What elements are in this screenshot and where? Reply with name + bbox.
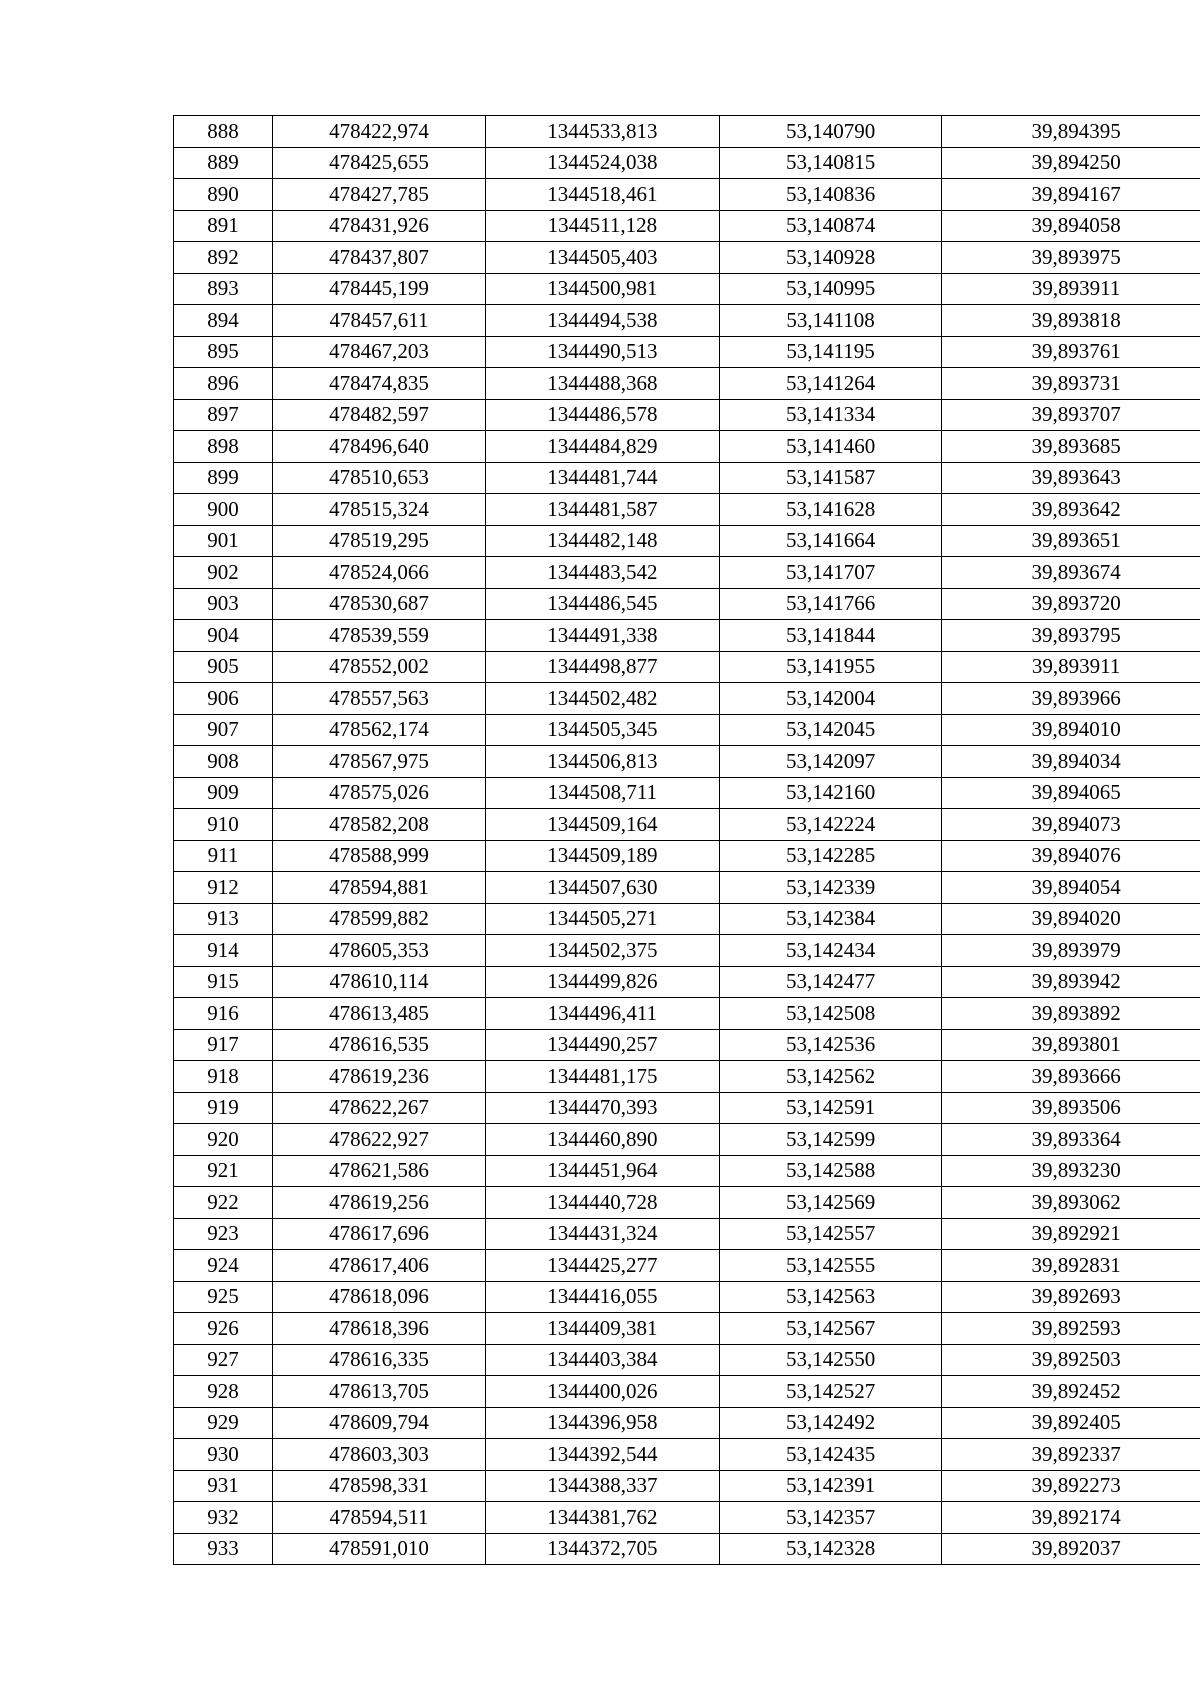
longitude-cell: 39,893966 bbox=[942, 683, 1200, 715]
longitude-cell: 39,892405 bbox=[942, 1407, 1200, 1439]
x-coordinate-cell: 478445,199 bbox=[273, 273, 486, 305]
latitude-cell: 53,141766 bbox=[719, 588, 941, 620]
latitude-cell: 53,140928 bbox=[719, 242, 941, 274]
y-coordinate-cell: 1344499,826 bbox=[485, 966, 719, 998]
latitude-cell: 53,142435 bbox=[719, 1439, 941, 1471]
longitude-cell: 39,893892 bbox=[942, 998, 1200, 1030]
y-coordinate-cell: 1344482,148 bbox=[485, 525, 719, 557]
point-number-cell: 933 bbox=[174, 1533, 273, 1565]
table-row bbox=[174, 840, 1200, 872]
latitude-cell: 53,142567 bbox=[719, 1313, 941, 1345]
x-coordinate-cell: 478617,696 bbox=[273, 1218, 486, 1250]
x-coordinate-cell: 478622,927 bbox=[273, 1124, 486, 1156]
longitude-cell: 39,893761 bbox=[942, 336, 1200, 368]
x-coordinate-cell: 478616,535 bbox=[273, 1029, 486, 1061]
latitude-cell: 53,142563 bbox=[719, 1281, 941, 1313]
longitude-cell: 39,892037 bbox=[942, 1533, 1200, 1565]
table-row bbox=[174, 1407, 1200, 1439]
y-coordinate-cell: 1344481,175 bbox=[485, 1061, 719, 1093]
point-number-cell: 892 bbox=[174, 242, 273, 274]
x-coordinate-cell: 478609,794 bbox=[273, 1407, 486, 1439]
y-coordinate-cell: 1344505,345 bbox=[485, 714, 719, 746]
y-coordinate-cell: 1344381,762 bbox=[485, 1502, 719, 1534]
table-row bbox=[174, 1470, 1200, 1502]
x-coordinate-cell: 478515,324 bbox=[273, 494, 486, 526]
x-coordinate-cell: 478427,785 bbox=[273, 179, 486, 211]
x-coordinate-cell: 478539,559 bbox=[273, 620, 486, 652]
longitude-cell: 39,893364 bbox=[942, 1124, 1200, 1156]
longitude-cell: 39,894010 bbox=[942, 714, 1200, 746]
point-number-cell: 908 bbox=[174, 746, 273, 778]
longitude-cell: 39,893795 bbox=[942, 620, 1200, 652]
table-row bbox=[174, 210, 1200, 242]
x-coordinate-cell: 478622,267 bbox=[273, 1092, 486, 1124]
latitude-cell: 53,142328 bbox=[719, 1533, 941, 1565]
latitude-cell: 53,142339 bbox=[719, 872, 941, 904]
table-row bbox=[174, 903, 1200, 935]
longitude-cell: 39,892831 bbox=[942, 1250, 1200, 1282]
point-number-cell: 931 bbox=[174, 1470, 273, 1502]
table-row bbox=[174, 1533, 1200, 1565]
latitude-cell: 53,142391 bbox=[719, 1470, 941, 1502]
latitude-cell: 53,142224 bbox=[719, 809, 941, 841]
longitude-cell: 39,894073 bbox=[942, 809, 1200, 841]
y-coordinate-cell: 1344507,630 bbox=[485, 872, 719, 904]
y-coordinate-cell: 1344496,411 bbox=[485, 998, 719, 1030]
y-coordinate-cell: 1344524,038 bbox=[485, 147, 719, 179]
longitude-cell: 39,893651 bbox=[942, 525, 1200, 557]
y-coordinate-cell: 1344483,542 bbox=[485, 557, 719, 589]
y-coordinate-cell: 1344425,277 bbox=[485, 1250, 719, 1282]
table-row bbox=[174, 1313, 1200, 1345]
table-row bbox=[174, 966, 1200, 998]
table-row bbox=[174, 305, 1200, 337]
table-row bbox=[174, 777, 1200, 809]
y-coordinate-cell: 1344486,578 bbox=[485, 399, 719, 431]
latitude-cell: 53,142097 bbox=[719, 746, 941, 778]
y-coordinate-cell: 1344400,026 bbox=[485, 1376, 719, 1408]
y-coordinate-cell: 1344505,271 bbox=[485, 903, 719, 935]
point-number-cell: 926 bbox=[174, 1313, 273, 1345]
y-coordinate-cell: 1344403,384 bbox=[485, 1344, 719, 1376]
latitude-cell: 53,140815 bbox=[719, 147, 941, 179]
latitude-cell: 53,142285 bbox=[719, 840, 941, 872]
latitude-cell: 53,141844 bbox=[719, 620, 941, 652]
point-number-cell: 912 bbox=[174, 872, 273, 904]
longitude-cell: 39,892503 bbox=[942, 1344, 1200, 1376]
point-number-cell: 917 bbox=[174, 1029, 273, 1061]
point-number-cell: 889 bbox=[174, 147, 273, 179]
table-row bbox=[174, 935, 1200, 967]
table-row bbox=[174, 1281, 1200, 1313]
longitude-cell: 39,894034 bbox=[942, 746, 1200, 778]
y-coordinate-cell: 1344484,829 bbox=[485, 431, 719, 463]
y-coordinate-cell: 1344509,164 bbox=[485, 809, 719, 841]
latitude-cell: 53,142384 bbox=[719, 903, 941, 935]
point-number-cell: 898 bbox=[174, 431, 273, 463]
y-coordinate-cell: 1344511,128 bbox=[485, 210, 719, 242]
y-coordinate-cell: 1344509,189 bbox=[485, 840, 719, 872]
table-row bbox=[174, 1439, 1200, 1471]
table-row bbox=[174, 620, 1200, 652]
coordinates-table-body bbox=[174, 116, 1200, 1565]
point-number-cell: 928 bbox=[174, 1376, 273, 1408]
longitude-cell: 39,893674 bbox=[942, 557, 1200, 589]
latitude-cell: 53,142569 bbox=[719, 1187, 941, 1219]
point-number-cell: 922 bbox=[174, 1187, 273, 1219]
x-coordinate-cell: 478530,687 bbox=[273, 588, 486, 620]
y-coordinate-cell: 1344460,890 bbox=[485, 1124, 719, 1156]
x-coordinate-cell: 478618,396 bbox=[273, 1313, 486, 1345]
longitude-cell: 39,893801 bbox=[942, 1029, 1200, 1061]
table-row bbox=[174, 1218, 1200, 1250]
table-row bbox=[174, 116, 1200, 148]
point-number-cell: 894 bbox=[174, 305, 273, 337]
latitude-cell: 53,142550 bbox=[719, 1344, 941, 1376]
y-coordinate-cell: 1344409,381 bbox=[485, 1313, 719, 1345]
y-coordinate-cell: 1344490,257 bbox=[485, 1029, 719, 1061]
point-number-cell: 914 bbox=[174, 935, 273, 967]
point-number-cell: 896 bbox=[174, 368, 273, 400]
x-coordinate-cell: 478594,881 bbox=[273, 872, 486, 904]
point-number-cell: 918 bbox=[174, 1061, 273, 1093]
point-number-cell: 893 bbox=[174, 273, 273, 305]
latitude-cell: 53,141587 bbox=[719, 462, 941, 494]
y-coordinate-cell: 1344440,728 bbox=[485, 1187, 719, 1219]
latitude-cell: 53,141460 bbox=[719, 431, 941, 463]
coordinates-table bbox=[173, 115, 1200, 1565]
latitude-cell: 53,140790 bbox=[719, 116, 941, 148]
table-row bbox=[174, 336, 1200, 368]
longitude-cell: 39,893685 bbox=[942, 431, 1200, 463]
table-row bbox=[174, 998, 1200, 1030]
x-coordinate-cell: 478496,640 bbox=[273, 431, 486, 463]
longitude-cell: 39,893707 bbox=[942, 399, 1200, 431]
x-coordinate-cell: 478605,353 bbox=[273, 935, 486, 967]
latitude-cell: 53,142536 bbox=[719, 1029, 941, 1061]
point-number-cell: 915 bbox=[174, 966, 273, 998]
longitude-cell: 39,893911 bbox=[942, 651, 1200, 683]
point-number-cell: 927 bbox=[174, 1344, 273, 1376]
x-coordinate-cell: 478575,026 bbox=[273, 777, 486, 809]
table-row bbox=[174, 1061, 1200, 1093]
point-number-cell: 910 bbox=[174, 809, 273, 841]
latitude-cell: 53,142004 bbox=[719, 683, 941, 715]
latitude-cell: 53,141628 bbox=[719, 494, 941, 526]
table-row bbox=[174, 651, 1200, 683]
x-coordinate-cell: 478594,511 bbox=[273, 1502, 486, 1534]
table-row bbox=[174, 1092, 1200, 1124]
longitude-cell: 39,893720 bbox=[942, 588, 1200, 620]
x-coordinate-cell: 478510,653 bbox=[273, 462, 486, 494]
longitude-cell: 39,893643 bbox=[942, 462, 1200, 494]
table-row bbox=[174, 746, 1200, 778]
point-number-cell: 930 bbox=[174, 1439, 273, 1471]
longitude-cell: 39,894054 bbox=[942, 872, 1200, 904]
point-number-cell: 920 bbox=[174, 1124, 273, 1156]
latitude-cell: 53,141955 bbox=[719, 651, 941, 683]
y-coordinate-cell: 1344505,403 bbox=[485, 242, 719, 274]
point-number-cell: 929 bbox=[174, 1407, 273, 1439]
longitude-cell: 39,892593 bbox=[942, 1313, 1200, 1345]
x-coordinate-cell: 478467,203 bbox=[273, 336, 486, 368]
latitude-cell: 53,142492 bbox=[719, 1407, 941, 1439]
latitude-cell: 53,142562 bbox=[719, 1061, 941, 1093]
point-number-cell: 900 bbox=[174, 494, 273, 526]
y-coordinate-cell: 1344416,055 bbox=[485, 1281, 719, 1313]
longitude-cell: 39,893818 bbox=[942, 305, 1200, 337]
x-coordinate-cell: 478457,611 bbox=[273, 305, 486, 337]
table-row bbox=[174, 588, 1200, 620]
y-coordinate-cell: 1344491,338 bbox=[485, 620, 719, 652]
x-coordinate-cell: 478616,335 bbox=[273, 1344, 486, 1376]
table-row bbox=[174, 147, 1200, 179]
latitude-cell: 53,142508 bbox=[719, 998, 941, 1030]
x-coordinate-cell: 478425,655 bbox=[273, 147, 486, 179]
latitude-cell: 53,141707 bbox=[719, 557, 941, 589]
x-coordinate-cell: 478617,406 bbox=[273, 1250, 486, 1282]
latitude-cell: 53,141264 bbox=[719, 368, 941, 400]
longitude-cell: 39,892452 bbox=[942, 1376, 1200, 1408]
table-row bbox=[174, 1124, 1200, 1156]
y-coordinate-cell: 1344431,324 bbox=[485, 1218, 719, 1250]
y-coordinate-cell: 1344502,375 bbox=[485, 935, 719, 967]
longitude-cell: 39,894250 bbox=[942, 147, 1200, 179]
y-coordinate-cell: 1344490,513 bbox=[485, 336, 719, 368]
longitude-cell: 39,893506 bbox=[942, 1092, 1200, 1124]
y-coordinate-cell: 1344481,587 bbox=[485, 494, 719, 526]
longitude-cell: 39,893979 bbox=[942, 935, 1200, 967]
table-row bbox=[174, 1344, 1200, 1376]
latitude-cell: 53,140874 bbox=[719, 210, 941, 242]
point-number-cell: 903 bbox=[174, 588, 273, 620]
latitude-cell: 53,142477 bbox=[719, 966, 941, 998]
latitude-cell: 53,142555 bbox=[719, 1250, 941, 1282]
point-number-cell: 925 bbox=[174, 1281, 273, 1313]
y-coordinate-cell: 1344486,545 bbox=[485, 588, 719, 620]
x-coordinate-cell: 478613,485 bbox=[273, 998, 486, 1030]
x-coordinate-cell: 478588,999 bbox=[273, 840, 486, 872]
table-row bbox=[174, 273, 1200, 305]
point-number-cell: 899 bbox=[174, 462, 273, 494]
table-row bbox=[174, 1502, 1200, 1534]
y-coordinate-cell: 1344451,964 bbox=[485, 1155, 719, 1187]
x-coordinate-cell: 478524,066 bbox=[273, 557, 486, 589]
point-number-cell: 913 bbox=[174, 903, 273, 935]
point-number-cell: 901 bbox=[174, 525, 273, 557]
x-coordinate-cell: 478603,303 bbox=[273, 1439, 486, 1471]
point-number-cell: 911 bbox=[174, 840, 273, 872]
table-row bbox=[174, 179, 1200, 211]
table-row bbox=[174, 494, 1200, 526]
latitude-cell: 53,142588 bbox=[719, 1155, 941, 1187]
latitude-cell: 53,142527 bbox=[719, 1376, 941, 1408]
table-row bbox=[174, 557, 1200, 589]
longitude-cell: 39,892693 bbox=[942, 1281, 1200, 1313]
y-coordinate-cell: 1344502,482 bbox=[485, 683, 719, 715]
x-coordinate-cell: 478619,256 bbox=[273, 1187, 486, 1219]
x-coordinate-cell: 478582,208 bbox=[273, 809, 486, 841]
table-row bbox=[174, 1187, 1200, 1219]
table-row bbox=[174, 462, 1200, 494]
longitude-cell: 39,893642 bbox=[942, 494, 1200, 526]
x-coordinate-cell: 478552,002 bbox=[273, 651, 486, 683]
longitude-cell: 39,892921 bbox=[942, 1218, 1200, 1250]
table-row bbox=[174, 525, 1200, 557]
y-coordinate-cell: 1344498,877 bbox=[485, 651, 719, 683]
point-number-cell: 916 bbox=[174, 998, 273, 1030]
table-row bbox=[174, 242, 1200, 274]
table-row bbox=[174, 1155, 1200, 1187]
table-row bbox=[174, 1029, 1200, 1061]
x-coordinate-cell: 478519,295 bbox=[273, 525, 486, 557]
longitude-cell: 39,894020 bbox=[942, 903, 1200, 935]
latitude-cell: 53,142591 bbox=[719, 1092, 941, 1124]
latitude-cell: 53,142434 bbox=[719, 935, 941, 967]
point-number-cell: 897 bbox=[174, 399, 273, 431]
y-coordinate-cell: 1344470,393 bbox=[485, 1092, 719, 1124]
x-coordinate-cell: 478621,586 bbox=[273, 1155, 486, 1187]
x-coordinate-cell: 478599,882 bbox=[273, 903, 486, 935]
point-number-cell: 890 bbox=[174, 179, 273, 211]
latitude-cell: 53,142045 bbox=[719, 714, 941, 746]
latitude-cell: 53,140995 bbox=[719, 273, 941, 305]
x-coordinate-cell: 478591,010 bbox=[273, 1533, 486, 1565]
point-number-cell: 924 bbox=[174, 1250, 273, 1282]
longitude-cell: 39,894395 bbox=[942, 116, 1200, 148]
longitude-cell: 39,894167 bbox=[942, 179, 1200, 211]
point-number-cell: 895 bbox=[174, 336, 273, 368]
point-number-cell: 923 bbox=[174, 1218, 273, 1250]
point-number-cell: 904 bbox=[174, 620, 273, 652]
x-coordinate-cell: 478613,705 bbox=[273, 1376, 486, 1408]
x-coordinate-cell: 478619,236 bbox=[273, 1061, 486, 1093]
x-coordinate-cell: 478482,597 bbox=[273, 399, 486, 431]
point-number-cell: 919 bbox=[174, 1092, 273, 1124]
longitude-cell: 39,892337 bbox=[942, 1439, 1200, 1471]
longitude-cell: 39,893062 bbox=[942, 1187, 1200, 1219]
table-row bbox=[174, 714, 1200, 746]
x-coordinate-cell: 478567,975 bbox=[273, 746, 486, 778]
x-coordinate-cell: 478610,114 bbox=[273, 966, 486, 998]
y-coordinate-cell: 1344388,337 bbox=[485, 1470, 719, 1502]
longitude-cell: 39,893911 bbox=[942, 273, 1200, 305]
x-coordinate-cell: 478437,807 bbox=[273, 242, 486, 274]
x-coordinate-cell: 478618,096 bbox=[273, 1281, 486, 1313]
latitude-cell: 53,142599 bbox=[719, 1124, 941, 1156]
latitude-cell: 53,142160 bbox=[719, 777, 941, 809]
point-number-cell: 932 bbox=[174, 1502, 273, 1534]
x-coordinate-cell: 478598,331 bbox=[273, 1470, 486, 1502]
y-coordinate-cell: 1344392,544 bbox=[485, 1439, 719, 1471]
y-coordinate-cell: 1344518,461 bbox=[485, 179, 719, 211]
latitude-cell: 53,141108 bbox=[719, 305, 941, 337]
point-number-cell: 907 bbox=[174, 714, 273, 746]
table-row bbox=[174, 431, 1200, 463]
table-row bbox=[174, 399, 1200, 431]
point-number-cell: 891 bbox=[174, 210, 273, 242]
longitude-cell: 39,892273 bbox=[942, 1470, 1200, 1502]
table-row bbox=[174, 1250, 1200, 1282]
latitude-cell: 53,142357 bbox=[719, 1502, 941, 1534]
y-coordinate-cell: 1344488,368 bbox=[485, 368, 719, 400]
longitude-cell: 39,893975 bbox=[942, 242, 1200, 274]
y-coordinate-cell: 1344508,711 bbox=[485, 777, 719, 809]
point-number-cell: 921 bbox=[174, 1155, 273, 1187]
longitude-cell: 39,892174 bbox=[942, 1502, 1200, 1534]
latitude-cell: 53,141334 bbox=[719, 399, 941, 431]
point-number-cell: 888 bbox=[174, 116, 273, 148]
table-row bbox=[174, 1376, 1200, 1408]
x-coordinate-cell: 478431,926 bbox=[273, 210, 486, 242]
x-coordinate-cell: 478422,974 bbox=[273, 116, 486, 148]
table-row bbox=[174, 368, 1200, 400]
longitude-cell: 39,893731 bbox=[942, 368, 1200, 400]
x-coordinate-cell: 478557,563 bbox=[273, 683, 486, 715]
longitude-cell: 39,893230 bbox=[942, 1155, 1200, 1187]
x-coordinate-cell: 478474,835 bbox=[273, 368, 486, 400]
y-coordinate-cell: 1344481,744 bbox=[485, 462, 719, 494]
table-row bbox=[174, 872, 1200, 904]
x-coordinate-cell: 478562,174 bbox=[273, 714, 486, 746]
y-coordinate-cell: 1344396,958 bbox=[485, 1407, 719, 1439]
point-number-cell: 906 bbox=[174, 683, 273, 715]
longitude-cell: 39,894065 bbox=[942, 777, 1200, 809]
point-number-cell: 902 bbox=[174, 557, 273, 589]
y-coordinate-cell: 1344506,813 bbox=[485, 746, 719, 778]
latitude-cell: 53,141195 bbox=[719, 336, 941, 368]
y-coordinate-cell: 1344533,813 bbox=[485, 116, 719, 148]
y-coordinate-cell: 1344372,705 bbox=[485, 1533, 719, 1565]
point-number-cell: 909 bbox=[174, 777, 273, 809]
y-coordinate-cell: 1344494,538 bbox=[485, 305, 719, 337]
latitude-cell: 53,141664 bbox=[719, 525, 941, 557]
latitude-cell: 53,140836 bbox=[719, 179, 941, 211]
longitude-cell: 39,893942 bbox=[942, 966, 1200, 998]
longitude-cell: 39,893666 bbox=[942, 1061, 1200, 1093]
longitude-cell: 39,894076 bbox=[942, 840, 1200, 872]
longitude-cell: 39,894058 bbox=[942, 210, 1200, 242]
table-row bbox=[174, 683, 1200, 715]
point-number-cell: 905 bbox=[174, 651, 273, 683]
latitude-cell: 53,142557 bbox=[719, 1218, 941, 1250]
y-coordinate-cell: 1344500,981 bbox=[485, 273, 719, 305]
table-row bbox=[174, 809, 1200, 841]
